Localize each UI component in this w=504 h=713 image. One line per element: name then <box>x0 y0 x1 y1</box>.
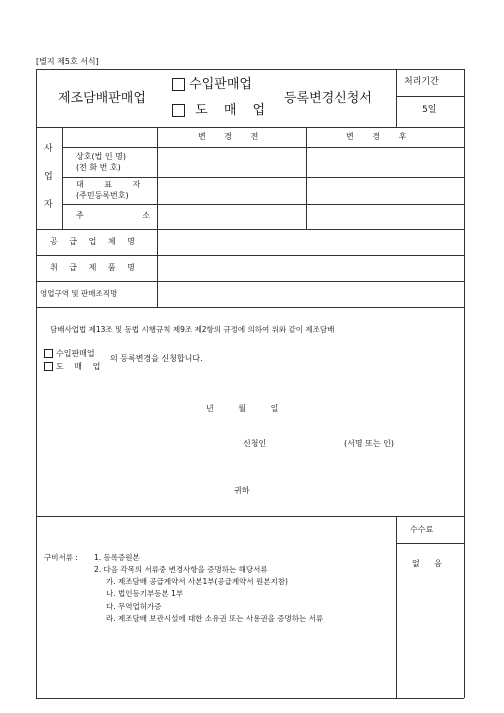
checkbox-icon <box>44 349 53 358</box>
applicant-signature-label: 신청인 <box>243 439 267 448</box>
document-item: 다. 무역업허가증 <box>106 602 162 611</box>
header-option-wholesale: 도 매 업 <box>172 104 265 117</box>
row-label-supplier: 공 급 업 체 명 <box>50 237 135 246</box>
row-label-phone: (전 화 번 호) <box>76 163 121 172</box>
document-item: 2. 다음 각목의 서류중 변경사항을 증명하는 해당서류 <box>94 565 268 574</box>
statement-option-import: 수입판매업 <box>44 349 95 358</box>
applicant-label-char: 자 <box>44 200 53 210</box>
row-label-company: 상호(법 인 명) <box>76 152 126 161</box>
document-item: 라. 제조담배 보관시설에 대한 소유권 또는 사용권을 증명하는 서류 <box>106 614 324 623</box>
date-line: 년 월 일 <box>206 404 279 413</box>
title-right: 등록변경신청서 <box>284 91 372 106</box>
processing-period-value: 5일 <box>422 105 437 115</box>
row-label-resident-number: (주민등록번호) <box>76 191 129 200</box>
addressee: 귀하 <box>234 486 250 495</box>
statement-text-2: 의 등록변경을 신청합니다. <box>110 354 203 363</box>
checkbox-icon <box>172 104 185 117</box>
checkbox-icon <box>44 362 53 371</box>
applicant-label-char: 업 <box>44 172 53 182</box>
statement-text: 담배사업법 제13조 및 동법 시행규칙 제9조 제2항의 규정에 의하여 위와 같이 제조담배 <box>50 325 335 334</box>
checkbox-icon <box>172 78 185 91</box>
row-label-address: 주 소 <box>76 211 151 220</box>
row-label-sales-area: 영업구역 및 판매조직명 <box>40 289 118 298</box>
sign-or-seal-label: (서명 또는 인) <box>344 439 394 448</box>
documents-label: 구비서류 : <box>44 553 78 562</box>
form-label: [별지 제5호 서식] <box>36 57 99 66</box>
fee-value: 없 음 <box>412 559 443 568</box>
header-option-import: 수입판매업 <box>172 78 252 91</box>
document-item: 1. 등록증원본 <box>94 553 140 562</box>
statement-option-wholesale: 도 매 업 <box>44 362 100 371</box>
processing-period-label: 처리기간 <box>404 77 439 87</box>
title-left: 제조담배판매업 <box>58 91 146 106</box>
column-header-before: 변 경 전 <box>198 132 259 141</box>
applicant-label-char: 사 <box>44 144 53 154</box>
row-label-products: 취 급 제 품 명 <box>50 263 135 272</box>
column-header-after: 변 경 후 <box>346 132 407 141</box>
document-item: 나. 법인등기부등본 1부 <box>106 589 184 598</box>
fee-label: 수수료 <box>410 525 434 534</box>
document-item: 가. 제조담배 공급계약서 사본1부(공급계약서 원본지참) <box>106 577 288 586</box>
row-label-representative: 대 표 자 <box>76 180 141 189</box>
